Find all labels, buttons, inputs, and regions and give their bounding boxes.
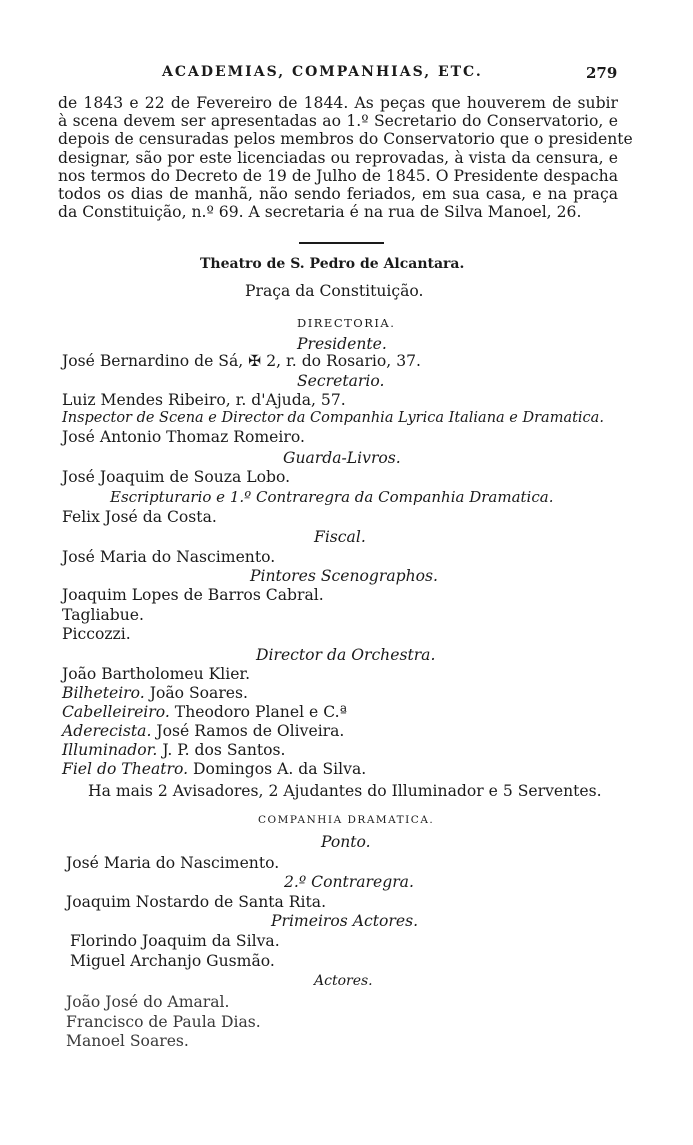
actor-name: Francisco de Paula Dias. xyxy=(66,1013,261,1031)
staff-name: José Ramos de Oliveira. xyxy=(156,722,345,740)
primeiros-label: Primeiros Actores. xyxy=(271,912,419,930)
staff-name: Theodoro Planel e C.ª xyxy=(174,703,347,721)
intro-line: depois de censuradas pelos membros do Conservatorio que o presidente xyxy=(58,130,633,149)
staff-line xyxy=(62,684,248,702)
primeiro-actor-name: Miguel Archanjo Gusmão. xyxy=(70,952,275,970)
staff-role: Aderecista. xyxy=(62,722,152,740)
extra-staff-note: Ha mais 2 Avisadores, 2 Ajudantes do Illuminador e 5 Serventes. xyxy=(88,782,602,800)
theatre-location: Praça da Constituição. xyxy=(245,282,424,300)
header-title: ACADEMIAS, COMPANHIAS, ETC. xyxy=(162,64,483,80)
staff-role: Bilheteiro. xyxy=(62,684,145,702)
pintores-label: Pintores Scenographos. xyxy=(250,567,439,585)
theatre-name: Theatro de S. Pedro de Alcantara. xyxy=(200,256,465,272)
escripturario-label: Escripturario e 1.º Contraregra da Companhia Dramatica. xyxy=(110,488,554,506)
company-heading: COMPANHIA DRAMATICA. xyxy=(258,814,435,826)
staff-name: Domingos A. da Silva. xyxy=(193,760,367,778)
ponto-name: José Maria do Nascimento. xyxy=(66,854,280,872)
running-header xyxy=(0,64,693,86)
pintor-name: Joaquim Lopes de Barros Cabral. xyxy=(62,586,324,604)
directoria-heading: DIRECTORIA. xyxy=(297,316,396,330)
secretario-label: Secretario. xyxy=(297,372,385,390)
section-divider xyxy=(299,242,384,244)
intro-line: à scena devem ser apresentadas ao 1.º Secretario do Conservatorio, e xyxy=(58,112,618,131)
escripturario-name: Felix José da Costa. xyxy=(62,508,217,526)
orchestra-name: João Bartholomeu Klier. xyxy=(62,665,251,683)
staff-line xyxy=(62,760,366,778)
staff-line xyxy=(62,741,286,759)
fiscal-label: Fiscal. xyxy=(314,528,366,546)
orchestra-label: Director da Orchestra. xyxy=(256,646,436,664)
actor-name: Manoel Soares. xyxy=(66,1032,189,1050)
staff-role: Illuminador. xyxy=(62,741,158,759)
intro-line: de 1843 e 22 de Fevereiro de 1844. As peças que houverem de subir xyxy=(58,94,618,112)
contraregra-label: 2.º Contraregra. xyxy=(284,873,414,891)
staff-role: Cabelleireiro. xyxy=(62,703,170,721)
primeiro-actor-name: Florindo Joaquim da Silva. xyxy=(70,932,280,950)
fiscal-name: José Maria do Nascimento. xyxy=(62,548,276,566)
page-number: 279 xyxy=(586,64,618,82)
pintor-name: Tagliabue. xyxy=(62,606,144,624)
ponto-label: Ponto. xyxy=(321,833,371,851)
intro-line: designar, são por este licenciadas ou reprovadas, à vista da censura, e xyxy=(58,148,618,167)
secretario-name: Luiz Mendes Ribeiro, r. d'Ajuda, 57. xyxy=(62,391,346,409)
staff-line xyxy=(62,722,344,740)
presidente-label: Presidente. xyxy=(297,335,387,353)
actor-name: João José do Amaral. xyxy=(66,993,230,1011)
staff-name: João Soares. xyxy=(149,684,248,702)
guarda-label: Guarda-Livros. xyxy=(283,449,401,467)
presidente-name: José Bernardino de Sá, ✠ 2, r. do Rosario, 37. xyxy=(62,352,421,370)
staff-name: J. P. dos Santos. xyxy=(162,741,286,759)
intro-line: nos termos do Decreto de 19 de Julho de 1845. O Presidente despacha xyxy=(58,166,618,185)
intro-line: todos os dias de manhã, não sendo feriados, em sua casa, e na praça xyxy=(58,184,618,203)
intro-paragraph xyxy=(58,94,633,222)
contraregra-name: Joaquim Nostardo de Santa Rita. xyxy=(66,893,327,911)
staff-line xyxy=(62,703,347,721)
actores-label: Actores. xyxy=(314,973,373,989)
pintor-name: Piccozzi. xyxy=(62,625,131,643)
inspector-name: José Antonio Thomaz Romeiro. xyxy=(62,428,305,446)
guarda-name: José Joaquim de Souza Lobo. xyxy=(62,468,291,486)
intro-line: da Constituição, n.º 69. A secretaria é na rua de Silva Manoel, 26. xyxy=(58,203,582,222)
staff-role: Fiel do Theatro. xyxy=(62,760,189,778)
inspector-label: Inspector de Scena e Director da Companhia Lyrica Italiana e Dramatica. xyxy=(62,410,604,426)
